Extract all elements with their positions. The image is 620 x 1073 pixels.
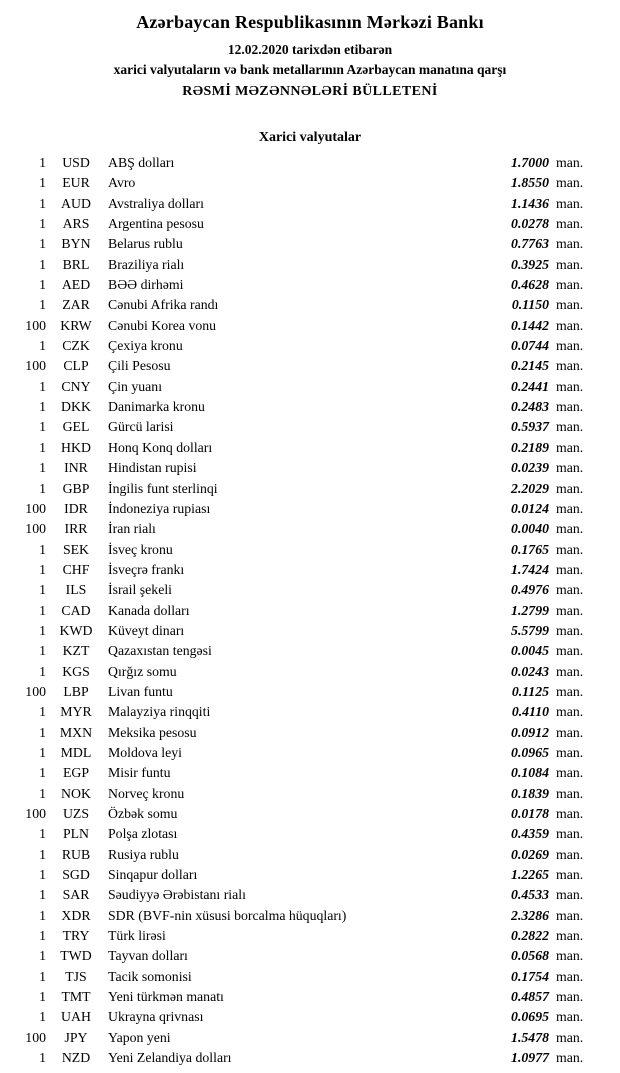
currency-rate: 0.1765 <box>511 541 549 557</box>
table-row <box>12 702 600 722</box>
currency-unit: man. <box>556 155 584 170</box>
currency-name: İndoneziya rupiası <box>108 500 211 516</box>
currency-unit: man. <box>556 785 584 801</box>
currency-code: JPY <box>64 1029 88 1045</box>
currency-unit: man. <box>556 765 584 781</box>
currency-name: Türk lirəsi <box>108 928 166 944</box>
currency-quantity: 1 <box>39 256 46 272</box>
currency-name: Çexiya kronu <box>108 338 183 354</box>
currency-rate: 0.4857 <box>511 989 549 1005</box>
currency-rate: 0.2483 <box>511 399 549 415</box>
currency-name: Hindistan rupisi <box>108 460 197 476</box>
table-row <box>12 804 600 824</box>
table-row <box>12 458 600 478</box>
currency-name: Çili Pesosu <box>108 358 171 374</box>
currency-name: İsveçrə frankı <box>108 561 185 577</box>
currency-quantity: 1 <box>39 439 46 455</box>
table-row <box>12 234 600 254</box>
currency-name: Küveyt dinarı <box>108 622 185 638</box>
currency-unit: man. <box>556 582 584 598</box>
currency-unit: man. <box>556 907 584 923</box>
currency-rate: 0.0912 <box>511 724 549 740</box>
table-row <box>12 824 600 844</box>
currency-name: Meksika pesosu <box>108 724 197 740</box>
currency-code: DKK <box>61 399 91 415</box>
currency-quantity: 100 <box>25 1029 46 1045</box>
currency-rate: 0.4533 <box>511 887 549 903</box>
currency-unit: man. <box>556 663 584 679</box>
table-row <box>12 682 600 702</box>
currency-quantity: 1 <box>39 277 46 293</box>
currency-name: Qazaxıstan tengəsi <box>108 643 212 659</box>
currency-name: Cənubi Korea vonu <box>108 317 217 333</box>
table-row <box>12 723 600 743</box>
currency-unit: man. <box>556 887 584 903</box>
currency-quantity: 1 <box>39 419 46 435</box>
currency-code: TWD <box>60 948 92 964</box>
currency-name: Malayziya rinqqiti <box>108 704 211 720</box>
currency-rate: 1.7424 <box>511 561 549 577</box>
table-row <box>12 194 600 214</box>
currency-unit: man. <box>556 500 584 516</box>
currency-name: Yeni türkmən manatı <box>108 989 224 1005</box>
currency-unit: man. <box>556 297 584 313</box>
table-row <box>12 560 600 580</box>
currency-code: XDR <box>61 907 91 923</box>
currency-quantity: 100 <box>25 500 46 516</box>
currency-unit: man. <box>556 399 584 415</box>
currency-code: SAR <box>62 887 90 903</box>
currency-name: Rusiya rublu <box>108 846 179 862</box>
currency-name: BƏƏ dirhəmi <box>108 277 184 293</box>
currency-rate: 0.4110 <box>511 704 549 720</box>
table-row <box>12 479 600 499</box>
currency-name: Kanada dolları <box>108 602 190 618</box>
currency-quantity: 1 <box>39 663 46 679</box>
currency-quantity: 100 <box>25 683 46 699</box>
currency-code: TJS <box>65 968 87 984</box>
table-row <box>12 438 600 458</box>
currency-code: MYR <box>60 704 92 720</box>
table-row <box>12 1028 600 1048</box>
currency-rate: 0.0568 <box>511 948 549 964</box>
currency-unit: man. <box>556 928 584 944</box>
currency-rate: 1.2799 <box>511 602 549 618</box>
currency-unit: man. <box>556 704 584 720</box>
currency-unit: man. <box>556 460 584 476</box>
currency-name: Argentina pesosu <box>108 216 204 232</box>
currency-code: KWD <box>59 622 93 638</box>
currency-rate: 5.5799 <box>511 622 549 638</box>
currency-rate: 0.1150 <box>511 297 549 313</box>
page-title: Azərbaycan Respublikasının Mərkəzi Bankı <box>136 12 484 32</box>
currency-code: EGP <box>62 765 90 781</box>
table-row <box>12 621 600 641</box>
currency-code: MXN <box>59 724 93 740</box>
table-row <box>12 153 600 173</box>
currency-code: CZK <box>62 338 90 354</box>
currency-rate: 0.1754 <box>511 968 549 984</box>
currency-unit: man. <box>556 175 584 191</box>
currency-code: BRL <box>62 256 90 272</box>
currency-quantity: 1 <box>39 704 46 720</box>
currency-rate: 0.0744 <box>511 338 549 354</box>
currency-unit: man. <box>556 948 584 964</box>
currency-name: Yeni Zelandiya dolları <box>108 1050 232 1066</box>
currency-code: EUR <box>62 175 90 191</box>
currency-quantity: 1 <box>39 989 46 1005</box>
currency-rate: 0.0239 <box>511 460 549 476</box>
table-row <box>12 580 600 600</box>
currency-code: MDL <box>60 744 92 760</box>
currency-quantity: 1 <box>39 602 46 618</box>
currency-rate: 0.5937 <box>511 419 549 435</box>
currency-rate: 0.7763 <box>511 236 549 252</box>
table-row <box>12 336 600 356</box>
currency-rate: 0.0045 <box>511 643 549 659</box>
currency-unit: man. <box>556 236 584 252</box>
currency-name: ABŞ dolları <box>108 155 175 170</box>
currency-code: CAD <box>61 602 91 618</box>
currency-name: Polşa zlotası <box>108 826 178 842</box>
table-row <box>12 173 600 193</box>
currency-quantity: 100 <box>25 317 46 333</box>
currency-rate: 0.4628 <box>511 277 549 293</box>
table-row <box>12 865 600 885</box>
table-row <box>12 377 600 397</box>
currency-rate: 0.1839 <box>511 785 549 801</box>
currency-quantity: 1 <box>39 887 46 903</box>
currency-rate: 0.0965 <box>511 744 549 760</box>
currency-code: TRY <box>62 928 90 944</box>
currency-unit: man. <box>556 541 584 557</box>
currency-code: IRR <box>64 521 88 537</box>
currency-code: GEL <box>62 419 90 435</box>
currency-rate: 0.0243 <box>511 663 549 679</box>
currency-code: RUB <box>61 846 91 862</box>
currency-unit: man. <box>556 1050 584 1066</box>
currency-unit: man. <box>556 643 584 659</box>
table-row <box>12 1048 600 1068</box>
table-row <box>12 885 600 905</box>
currency-quantity: 1 <box>39 1050 46 1066</box>
currency-rate: 0.2441 <box>511 378 549 394</box>
section-title-foreign-currencies: Xarici valyutalar <box>258 130 362 145</box>
currency-code: BYN <box>61 236 91 252</box>
table-row <box>12 967 600 987</box>
currency-quantity: 1 <box>39 378 46 394</box>
currency-quantity: 1 <box>39 338 46 354</box>
currency-name: İngilis funt sterlinqi <box>108 480 218 496</box>
currency-code: GBP <box>62 480 90 496</box>
currency-unit: man. <box>556 338 584 354</box>
currency-name: Tayvan dolları <box>108 948 188 964</box>
currency-name: İsveç kronu <box>108 541 173 557</box>
currency-quantity: 1 <box>39 216 46 232</box>
currency-unit: man. <box>556 419 584 435</box>
currency-unit: man. <box>556 439 584 455</box>
currency-name: Tacik somonisi <box>108 968 192 984</box>
currency-rate: 1.8550 <box>511 175 549 191</box>
currency-code: ZAR <box>62 297 90 313</box>
currency-code: CLP <box>63 358 89 374</box>
currency-quantity: 1 <box>39 907 46 923</box>
currency-code: ARS <box>62 216 90 232</box>
currency-code: IDR <box>64 500 88 516</box>
currency-unit: man. <box>556 989 584 1005</box>
currency-name: Qırğız somu <box>108 663 177 679</box>
currency-rate: 1.2265 <box>511 867 549 883</box>
table-row <box>12 295 600 315</box>
currency-code: HKD <box>61 439 91 455</box>
currency-rate: 1.7000 <box>511 155 549 170</box>
currency-unit: man. <box>556 602 584 618</box>
currency-quantity: 1 <box>39 785 46 801</box>
currency-quantity: 1 <box>39 643 46 659</box>
table-row <box>12 499 600 519</box>
currency-code: INR <box>64 460 88 476</box>
currency-quantity: 1 <box>39 622 46 638</box>
currency-name: Norveç kronu <box>108 785 185 801</box>
currency-code: PLN <box>62 826 90 842</box>
currency-quantity: 100 <box>25 521 46 537</box>
currency-code: NZD <box>61 1050 91 1066</box>
currency-rate: 0.1125 <box>511 683 549 699</box>
currency-name: Gürcü larisi <box>108 419 174 435</box>
currency-name: SDR (BVF-nin xüsusi borcalma hüquqları) <box>108 907 347 923</box>
table-row <box>12 763 600 783</box>
currency-unit: man. <box>556 358 584 374</box>
currency-name: Özbək somu <box>108 806 178 821</box>
currency-quantity: 1 <box>39 561 46 577</box>
currency-name: Misir funtu <box>108 765 171 781</box>
currency-unit: man. <box>556 806 584 821</box>
table-row <box>12 1007 600 1027</box>
currency-code: NOK <box>61 785 91 801</box>
currency-unit: man. <box>556 216 584 232</box>
currency-name: Cənubi Afrika randı <box>108 297 219 313</box>
currency-unit: man. <box>556 826 584 842</box>
currency-rate: 0.4359 <box>511 826 549 842</box>
table-row <box>12 784 600 804</box>
currency-unit: man. <box>556 521 584 537</box>
table-row <box>12 946 600 966</box>
currency-unit: man. <box>556 480 584 496</box>
exchange-rates-table <box>12 153 600 1068</box>
currency-name: İsrail şekeli <box>108 582 172 598</box>
currency-unit: man. <box>556 378 584 394</box>
currency-name: Avstraliya dolları <box>108 195 204 211</box>
currency-code: KGS <box>62 663 90 679</box>
currency-quantity: 1 <box>39 297 46 313</box>
currency-name: Livan funtu <box>108 683 173 699</box>
currency-code: KRW <box>60 317 92 333</box>
currency-quantity: 1 <box>39 948 46 964</box>
currency-code: KZT <box>62 643 90 659</box>
currency-rate: 0.1084 <box>511 765 549 781</box>
currency-code: LBP <box>63 683 89 699</box>
table-row <box>12 397 600 417</box>
currency-quantity: 1 <box>39 826 46 842</box>
currency-unit: man. <box>556 968 584 984</box>
currency-unit: man. <box>556 256 584 272</box>
currency-rate: 1.5478 <box>511 1029 549 1045</box>
currency-rate: 0.0178 <box>511 806 549 821</box>
currency-rate: 0.4976 <box>511 582 549 598</box>
currency-unit: man. <box>556 561 584 577</box>
currency-quantity: 1 <box>39 968 46 984</box>
currency-quantity: 1 <box>39 582 46 598</box>
currency-name: Moldova leyi <box>108 744 182 760</box>
currency-name: Səudiyyə Ərəbistanı rialı <box>108 887 246 903</box>
currency-unit: man. <box>556 1029 584 1045</box>
currency-quantity: 1 <box>39 765 46 781</box>
currency-rate: 0.0278 <box>511 216 549 232</box>
currency-name: Danimarka kronu <box>108 399 205 415</box>
table-row <box>12 743 600 763</box>
currency-quantity: 1 <box>39 867 46 883</box>
currency-rate: 2.3286 <box>511 907 549 923</box>
currency-name: Çin yuanı <box>108 378 163 394</box>
currency-unit: man. <box>556 195 584 211</box>
currency-quantity: 1 <box>39 460 46 476</box>
currency-name: Braziliya rialı <box>108 256 185 272</box>
currency-quantity: 1 <box>39 541 46 557</box>
currency-unit: man. <box>556 317 584 333</box>
currency-rate: 1.1436 <box>511 195 549 211</box>
currency-rate: 1.0977 <box>511 1050 549 1066</box>
currency-code: ILS <box>65 582 87 598</box>
table-row <box>12 417 600 437</box>
currency-name: İran rialı <box>108 521 156 537</box>
table-row <box>12 214 600 234</box>
table-row <box>12 356 600 376</box>
currency-quantity: 1 <box>39 928 46 944</box>
currency-code: TMT <box>61 989 91 1005</box>
currency-code: UAH <box>61 1009 91 1025</box>
currency-quantity: 1 <box>39 744 46 760</box>
currency-rate: 0.2145 <box>511 358 549 374</box>
effective-date: 12.02.2020 tarixdən etibarən <box>227 42 393 57</box>
currency-name: Sinqapur dolları <box>108 867 198 883</box>
table-row <box>12 601 600 621</box>
currency-code: CHF <box>62 561 90 577</box>
currency-code: USD <box>62 155 90 170</box>
table-row <box>12 845 600 865</box>
document-header <box>0 12 620 100</box>
currency-code: SEK <box>62 541 90 557</box>
currency-quantity: 100 <box>25 358 46 374</box>
currency-unit: man. <box>556 277 584 293</box>
currency-unit: man. <box>556 724 584 740</box>
bulletin-title: RƏSMİ MƏZƏNNƏLƏRİ BÜLLETENİ <box>182 84 438 99</box>
currency-quantity: 1 <box>39 846 46 862</box>
table-row <box>12 316 600 336</box>
currency-rate: 0.2189 <box>511 439 549 455</box>
table-row <box>12 275 600 295</box>
table-row <box>12 662 600 682</box>
currency-quantity: 100 <box>25 806 46 821</box>
currency-code: AED <box>61 277 91 293</box>
table-row <box>12 540 600 560</box>
currency-quantity: 1 <box>39 236 46 252</box>
subtitle: xarici valyutaların və bank metallarının Azərbaycan manatına qarşı <box>113 62 507 77</box>
currency-quantity: 1 <box>39 399 46 415</box>
currency-rate: 0.0269 <box>511 846 549 862</box>
currency-quantity: 1 <box>39 155 46 170</box>
table-row <box>12 987 600 1007</box>
currency-quantity: 1 <box>39 195 46 211</box>
currency-quantity: 1 <box>39 1009 46 1025</box>
table-row <box>12 926 600 946</box>
currency-rate: 0.3925 <box>511 256 549 272</box>
currency-name: Avro <box>108 175 136 191</box>
currency-code: AUD <box>61 195 91 211</box>
currency-code: CNY <box>61 378 91 394</box>
currency-rate: 0.1442 <box>511 317 549 333</box>
currency-rate: 0.2822 <box>511 928 549 944</box>
currency-quantity: 1 <box>39 480 46 496</box>
currency-rate: 0.0124 <box>511 500 549 516</box>
table-row <box>12 641 600 661</box>
currency-unit: man. <box>556 867 584 883</box>
currency-name: Yapon yeni <box>108 1029 171 1045</box>
currency-code: UZS <box>62 806 90 821</box>
table-row <box>12 255 600 275</box>
currency-name: Honq Konq dolları <box>108 439 213 455</box>
currency-rate: 0.0695 <box>511 1009 549 1025</box>
currency-unit: man. <box>556 744 584 760</box>
table-row <box>12 519 600 539</box>
currency-unit: man. <box>556 622 584 638</box>
currency-name: Ukrayna qrivnası <box>108 1009 204 1025</box>
table-row <box>12 906 600 926</box>
currency-quantity: 1 <box>39 175 46 191</box>
currency-rate: 2.2029 <box>511 480 549 496</box>
currency-code: SGD <box>62 867 90 883</box>
currency-unit: man. <box>556 1009 584 1025</box>
currency-quantity: 1 <box>39 724 46 740</box>
currency-unit: man. <box>556 683 584 699</box>
currency-unit: man. <box>556 846 584 862</box>
currency-name: Belarus rublu <box>108 236 183 252</box>
currency-rate: 0.0040 <box>511 521 549 537</box>
